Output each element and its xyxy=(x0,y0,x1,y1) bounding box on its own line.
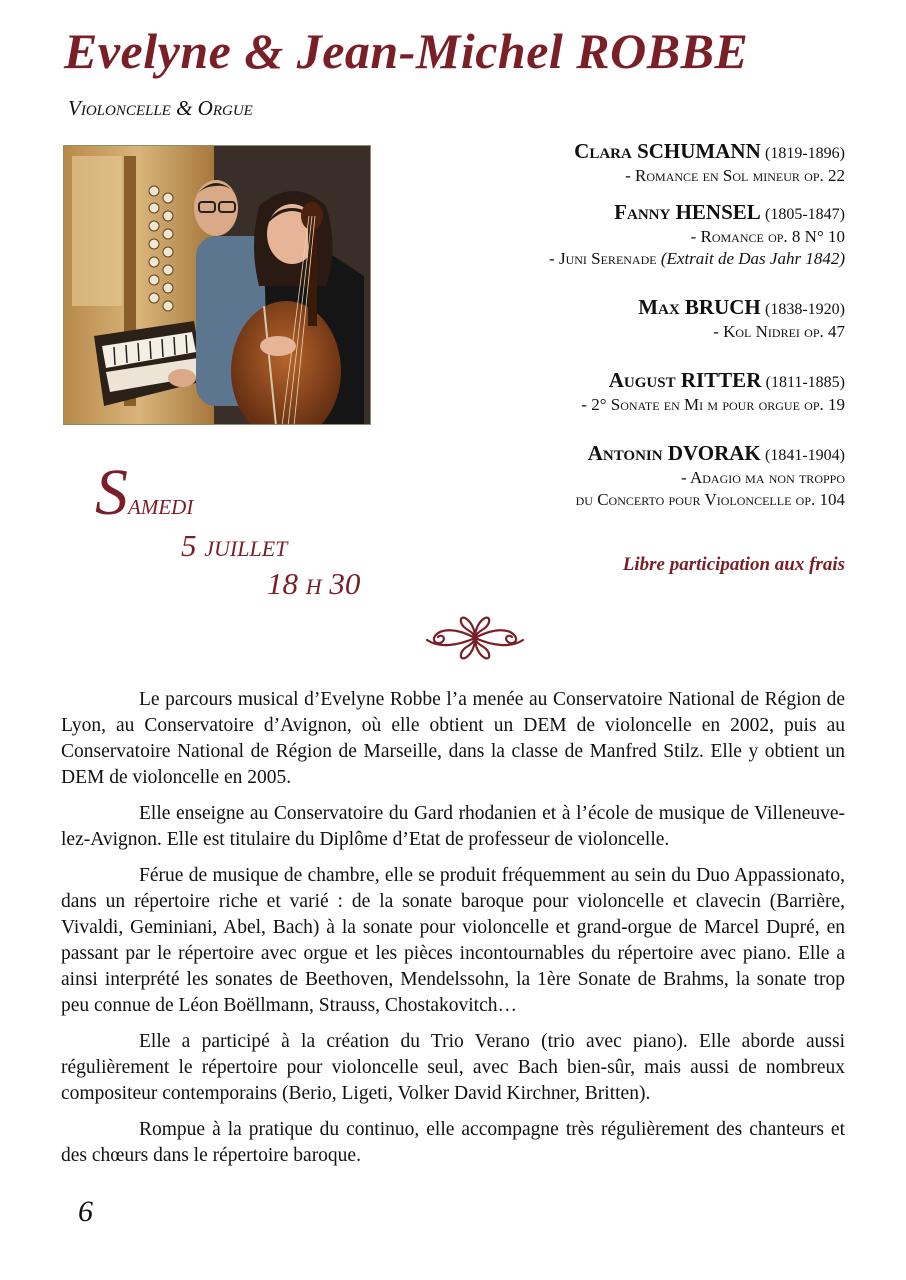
composer-entry xyxy=(405,442,845,511)
work-title: du Concerto pour Violoncelle op. 104 xyxy=(575,490,845,509)
composer-entry xyxy=(405,201,845,270)
work-note: (Extrait de Das Jahr 1842) xyxy=(660,249,845,268)
work-title: - Adagio ma non troppo xyxy=(680,468,845,487)
bio-paragraph: Férue de musique de chambre, elle se produit fréquemment au sein du Duo Appassionato, dans un répertoire riche et varié : de la sonate baroque pour violoncelle et clavecin (Barrière, Vivaldi, Geminiani, Abel, Bach) à la sonate pour violoncelle et grand-orgue de Marcel Dupré, en passant par le répertoire avec orgue et les pièces incontournables du répertoire avec piano. Elle a ainsi interprété les sonates de Beethoven, Mendelssohn, la 1ère Sonate de Brahms, la sonate trop peu connue de Léon Boëllmann, Strauss, Chostakovitch… xyxy=(61,865,845,1016)
composer-dates: (1805-1847) xyxy=(765,206,845,223)
page-number: 6 xyxy=(78,1195,93,1228)
composer-dates: (1841-1904) xyxy=(765,447,845,464)
bio-paragraph: Elle a participé à la création du Trio Verano (trio avec piano). Elle aborde aussi régulièrement le répertoire pour violoncelle seul, avec Bach bien-sûr, mais aussi de nombreux compositeur contemporains (Berio, Ligeti, Volker David Kirchner, Britten). xyxy=(61,1031,845,1104)
day-rest: amedi xyxy=(128,488,194,521)
bio-paragraph: Rompue à la pratique du continuo, elle accompagne très régulièrement des chanteurs et des chœurs dans le répertoire baroque. xyxy=(61,1119,845,1166)
composer-dates: (1819-1896) xyxy=(765,145,845,162)
work-title: - Kol Nidrei op. 47 xyxy=(713,322,845,341)
composer-dates: (1811-1885) xyxy=(765,374,845,391)
event-date xyxy=(95,456,395,610)
subtitle-instruments: Violoncelle & Orgue xyxy=(68,96,253,120)
composer-name: August RITTER xyxy=(608,368,762,392)
flourish-ornament xyxy=(423,608,527,668)
composer-name: Antonin DVORAK xyxy=(587,441,761,465)
page-title: Evelyne & Jean-Michel ROBBE xyxy=(64,23,749,79)
program-list xyxy=(405,140,845,511)
composer-dates: (1838-1920) xyxy=(765,301,845,318)
bio-paragraph: Le parcours musical d’Evelyne Robbe l’a menée au Conservatoire National de Région de Lyon, au Conservatoire d’Avignon, où elle obtient un DEM de violoncelle en 2002, puis au Conservatoire National de Région de Marseille, dans la classe de Manfred Stilz. Elle y obtient un DEM de violoncelle en 2005. xyxy=(61,689,845,788)
composer-name: Fanny HENSEL xyxy=(614,200,761,224)
event-time: 18 h 30 xyxy=(267,566,361,601)
event-date-day-month: 5 juillet xyxy=(181,528,288,563)
photo-organ-cello-duo xyxy=(64,146,371,425)
biography xyxy=(61,687,845,1179)
composer-entry xyxy=(405,140,845,187)
performers-photo xyxy=(63,145,371,425)
day-initial: S xyxy=(95,456,128,529)
composer-name: Clara SCHUMANN xyxy=(574,139,761,163)
work-title: - Juni Serenade xyxy=(549,249,657,268)
composer-entry xyxy=(405,369,845,416)
work-title: - Romance en Sol mineur op. 22 xyxy=(625,166,845,185)
admission-note: Libre participation aux frais xyxy=(622,554,845,575)
event-day xyxy=(95,456,194,529)
work-title: - 2° Sonate en Mi m pour orgue op. 19 xyxy=(581,395,845,414)
work-title: - Romance op. 8 N° 10 xyxy=(690,227,845,246)
composer-entry xyxy=(405,296,845,343)
composer-name: Max BRUCH xyxy=(638,295,761,319)
bio-paragraph: Elle enseigne au Conservatoire du Gard rhodanien et à l’école de musique de Villeneuve-lez-Avignon. Elle est titulaire du Diplôme d’Etat de professeur de violoncelle. xyxy=(61,803,845,850)
